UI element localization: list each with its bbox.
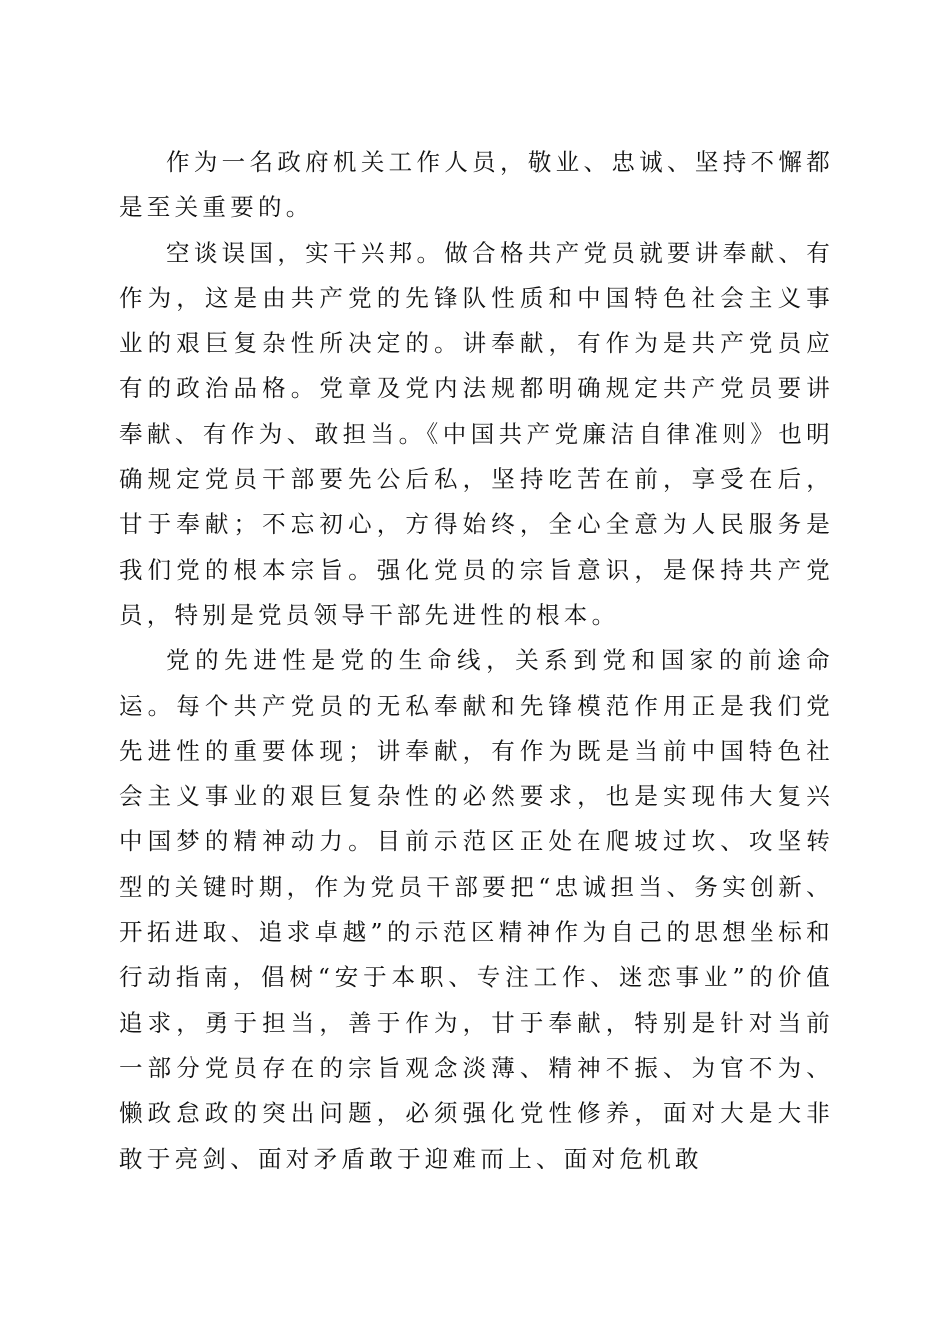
paragraph-1: 作为一名政府机关工作人员，敬业、忠诚、坚持不懈都是至关重要的。: [119, 148, 834, 222]
document-body: [119, 140, 834, 1182]
paragraph-2: 空谈误国，实干兴邦。做合格共产党员就要讲奉献、有作为，这是由共产党的先锋队性质和中国特色社会主义事业的艰巨复杂性所决定的。讲奉献，有作为是共产党员应有的政治品格。党章及党内法规都明确规定共产党员要讲奉献、有作为、敢担当。《中国共产党廉洁自律准则》也明确规定党员干部要先公后私，坚持吃苦在前，享受在后，甘于奉献；不忘初心，方得始终，全心全意为人民服务是我们党的根本宗旨。强化党员的宗旨意识，是保持共产党员，特别是党员领导干部先进性的根本。: [119, 238, 834, 629]
paragraph-3: 党的先进性是党的生命线，关系到党和国家的前途命运。每个共产党员的无私奉献和先锋模范作用正是我们党先进性的重要体现；讲奉献，有作为既是当前中国特色社会主义事业的艰巨复杂性的必然要求，也是实现伟大复兴中国梦的精神动力。目前示范区正处在爬坡过坎、攻坚转型的关键时期，作为党员干部要把“忠诚担当、务实创新、开拓进取、追求卓越”的示范区精神作为自己的思想坐标和行动指南，倡树“安于本职、专注工作、迷恋事业”的价值追求，勇于担当，善于作为，甘于奉献，特别是针对当前一部分党员存在的宗旨观念淡薄、精神不振、为官不为、懒政怠政的突出问题，必须强化党性修养，面对大是大非敢于亮剑、面对矛盾敢于迎难而上、面对危机敢: [119, 646, 834, 1173]
